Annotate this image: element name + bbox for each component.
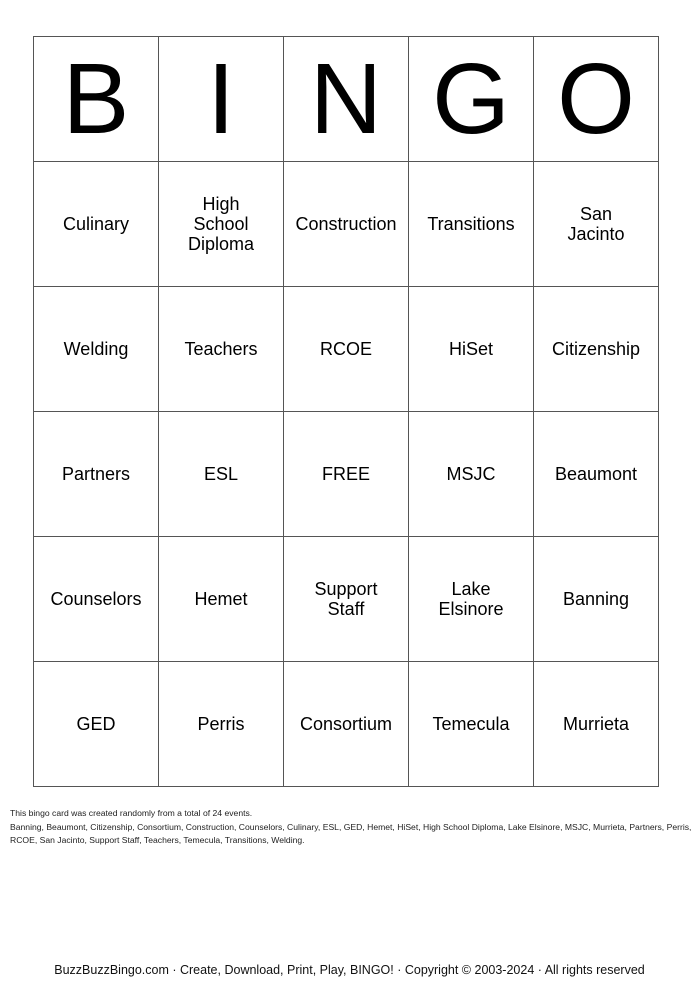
card-summary: This bingo card was created randomly from a total of 24 events. — [10, 808, 253, 818]
cell-label: Support Staff — [314, 578, 378, 619]
header-letter-i: I — [159, 37, 284, 162]
bingo-cell — [284, 537, 409, 662]
cell-label: Citizenship — [551, 338, 641, 359]
bingo-row — [34, 287, 659, 412]
cell-label: San Jacinto — [567, 203, 625, 244]
bingo-cell — [534, 162, 659, 287]
bingo-cell — [159, 537, 284, 662]
header-letter-b: B — [34, 37, 159, 162]
cell-label: Perris — [197, 713, 245, 734]
header-letter-n: N — [284, 37, 409, 162]
bingo-cell — [409, 662, 534, 787]
cell-label: Construction — [295, 213, 397, 234]
bingo-cell — [284, 287, 409, 412]
cell-label: Consortium — [299, 713, 393, 734]
cell-label: Partners — [61, 463, 131, 484]
bingo-cell — [159, 287, 284, 412]
cell-label: Counselors — [50, 588, 142, 609]
bingo-cell — [34, 162, 159, 287]
bingo-cell — [34, 662, 159, 787]
cell-label: FREE — [321, 463, 370, 484]
cell-label: MSJC — [446, 463, 496, 484]
free-cell — [284, 412, 409, 537]
event-list: Banning, Beaumont, Citizenship, Consortium, Construction, Counselors, Culinary, ESL, GED, Hemet, HiSet, High School Diploma, Lake Elsinore, MSJC, Murrieta, Partners, Perris, RCOE, San Jacinto, Support Staff, Teachers, Temecula, Transitions, Welding. — [10, 821, 692, 845]
bingo-row — [34, 662, 659, 787]
bingo-cell — [409, 537, 534, 662]
bingo-cell — [159, 412, 284, 537]
cell-label: Hemet — [194, 588, 248, 609]
bingo-cell — [534, 662, 659, 787]
cell-label: HiSet — [448, 338, 493, 359]
bingo-cell — [534, 412, 659, 537]
bingo-cell — [34, 537, 159, 662]
cell-label: Teachers — [184, 338, 258, 359]
bingo-cell — [34, 287, 159, 412]
card-info — [10, 807, 692, 848]
bingo-row — [34, 162, 659, 287]
cell-label: Transitions — [427, 213, 515, 234]
cell-label: High School Diploma — [187, 193, 255, 254]
cell-label: RCOE — [319, 338, 372, 359]
cell-label: Lake Elsinore — [438, 578, 504, 619]
cell-label: Temecula — [432, 713, 510, 734]
bingo-cell — [409, 412, 534, 537]
cell-label: ESL — [203, 463, 239, 484]
cell-label: GED — [76, 713, 116, 734]
bingo-row — [34, 537, 659, 662]
bingo-cell — [34, 412, 159, 537]
cell-label: Beaumont — [554, 463, 638, 484]
cell-label: Banning — [562, 588, 630, 609]
bingo-cell — [159, 662, 284, 787]
bingo-row — [34, 412, 659, 537]
cell-label: Culinary — [62, 213, 130, 234]
bingo-cell — [534, 287, 659, 412]
cell-label: Welding — [63, 338, 129, 359]
header-letter-g: G — [409, 37, 534, 162]
site-footer: BuzzBuzzBingo.com · Create, Download, Print, Play, BINGO! · Copyright © 2003-2024 · All rights reserved — [54, 963, 645, 977]
header-letter-o: O — [534, 37, 659, 162]
bingo-header-row — [34, 37, 659, 162]
bingo-card — [33, 36, 659, 787]
bingo-cell — [409, 287, 534, 412]
bingo-cell — [409, 162, 534, 287]
bingo-cell — [534, 537, 659, 662]
bingo-cell — [284, 162, 409, 287]
bingo-cell — [284, 662, 409, 787]
cell-label: Murrieta — [562, 713, 629, 734]
bingo-cell — [159, 162, 284, 287]
